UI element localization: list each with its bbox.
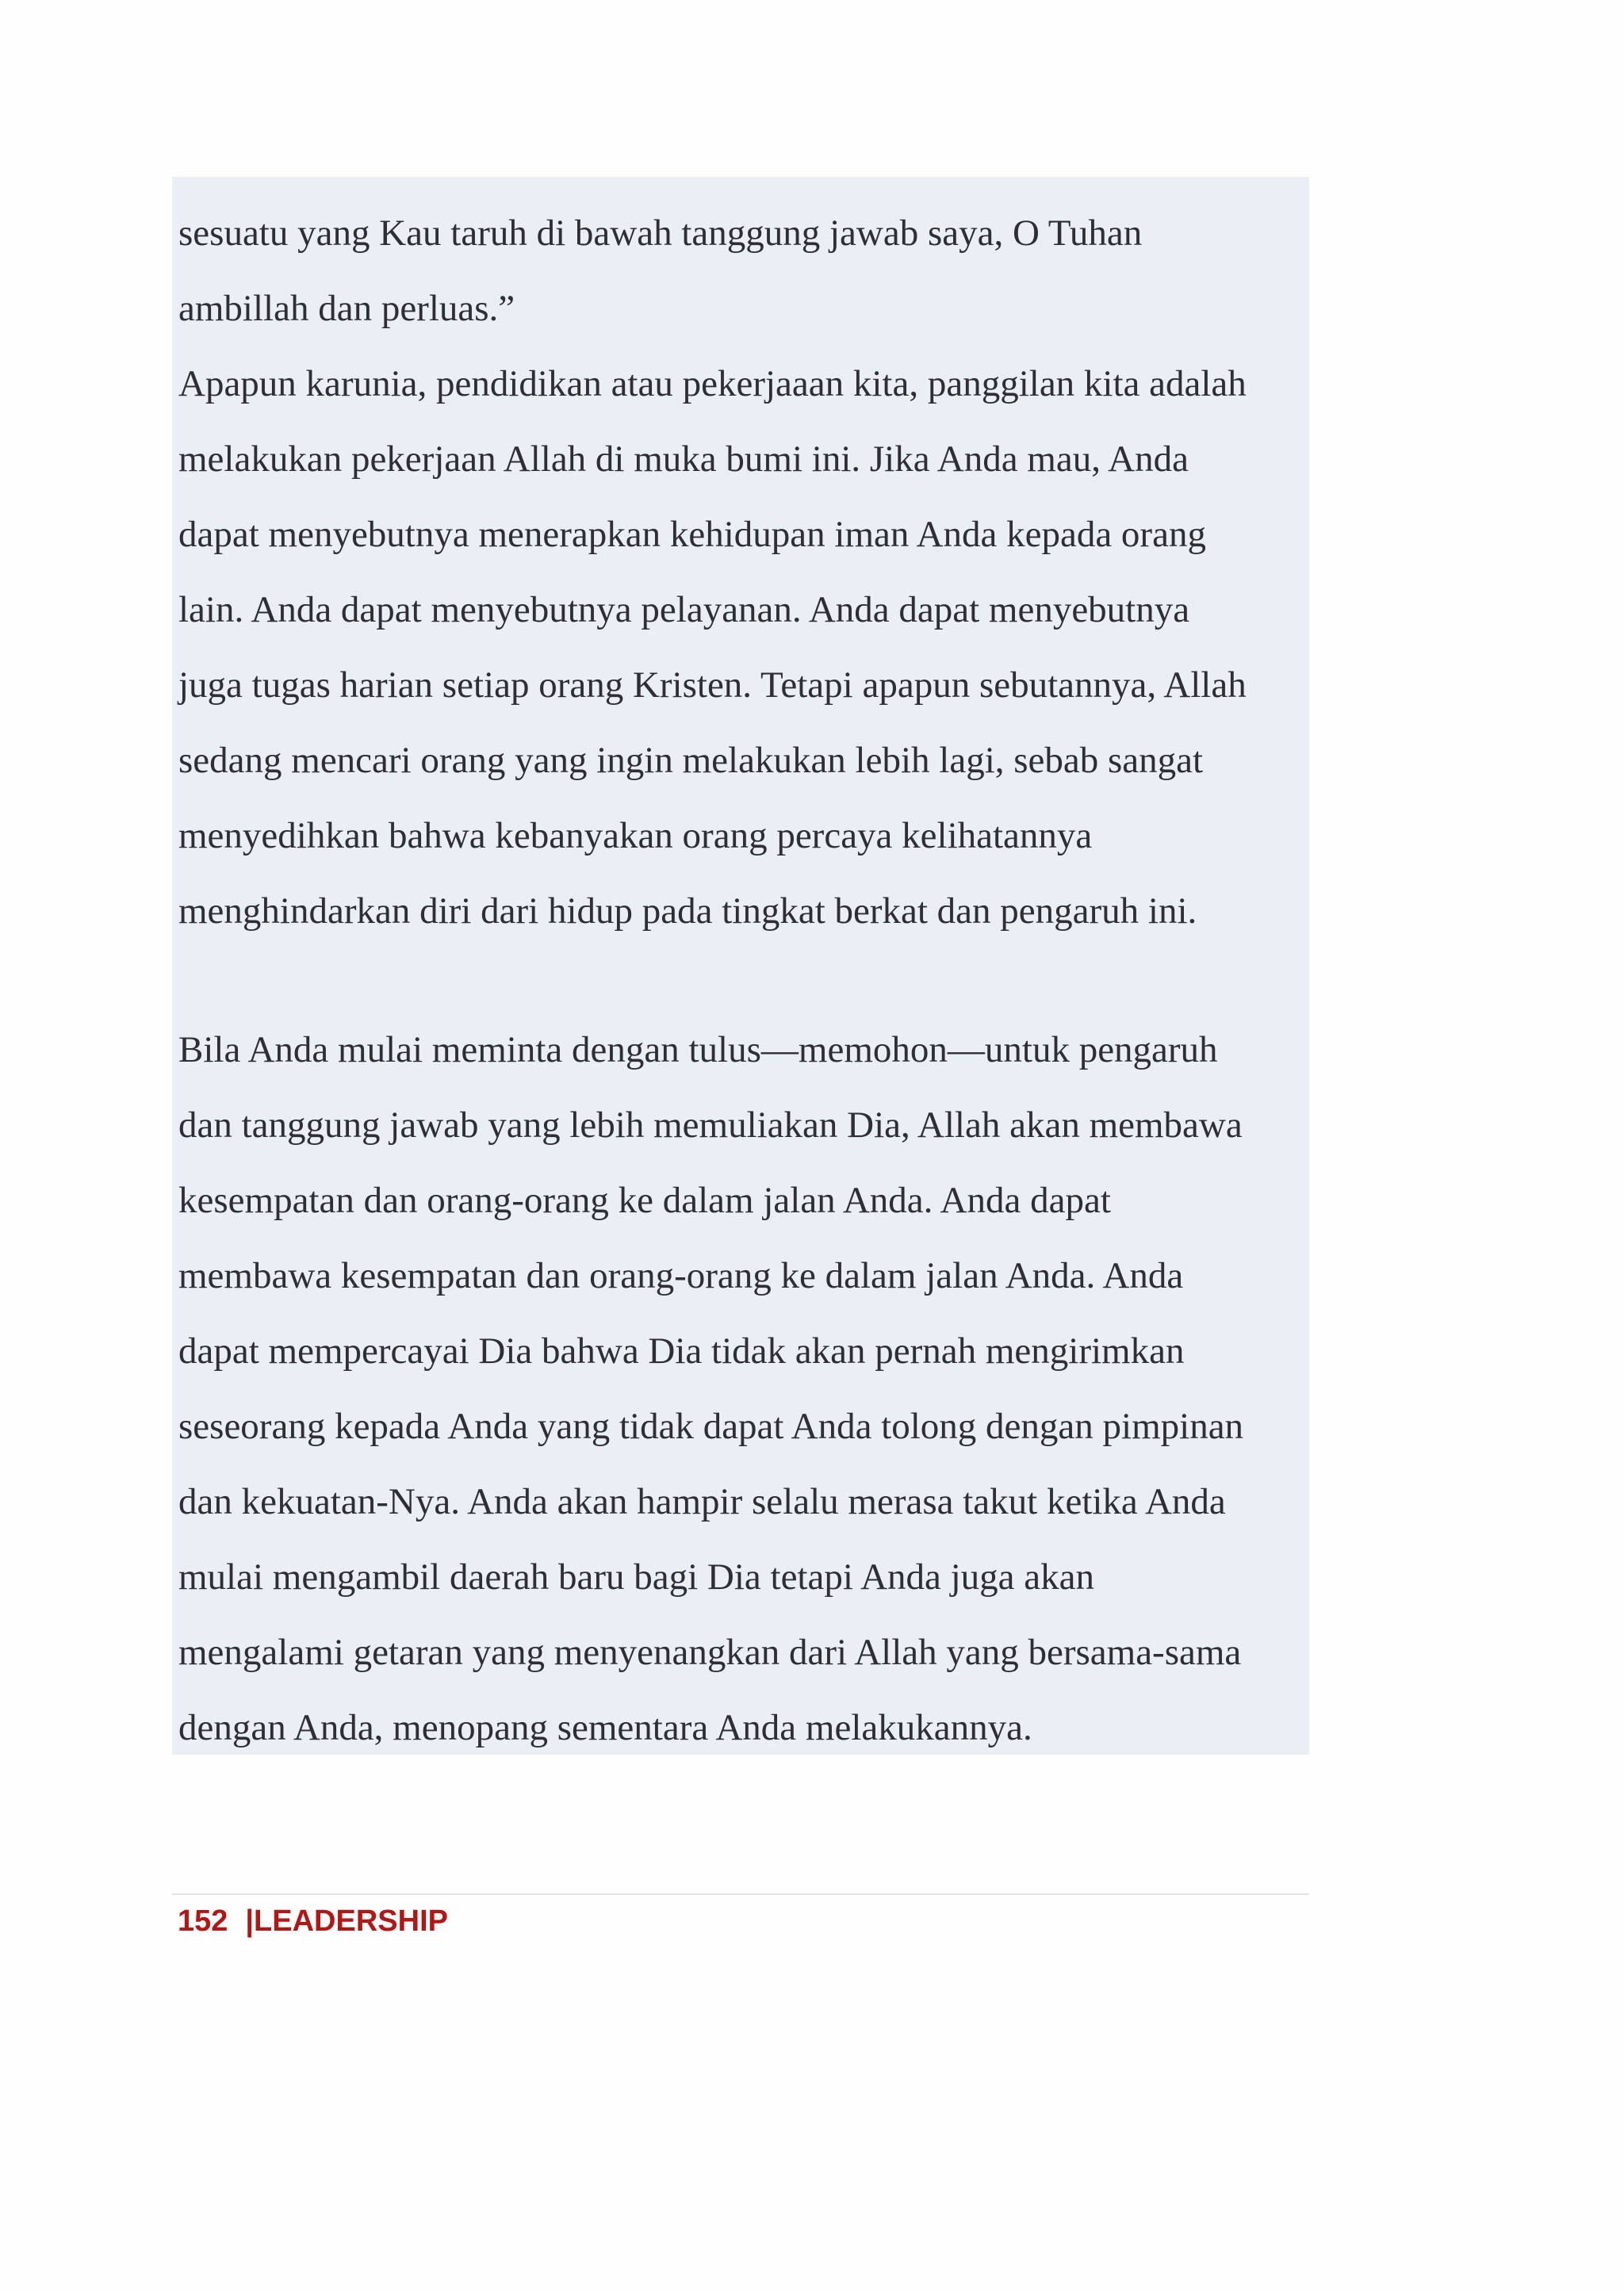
text-line: membawa kesempatan dan orang-orang ke dalam jalan Anda. Anda [178, 1255, 1184, 1296]
book-title: LEADERSHIP [254, 1904, 448, 1938]
text-line: sedang mencari orang yang ingin melakukan lebih lagi, sebab sangat [178, 740, 1204, 781]
text-line: kesempatan dan orang-orang ke dalam jalan Anda. Anda dapat [178, 1180, 1111, 1221]
text-line: dapat mempercayai Dia bahwa Dia tidak akan pernah mengirimkan [178, 1330, 1185, 1372]
text-line: dapat menyebutnya menerapkan kehidupan iman Anda kepada orang [178, 514, 1206, 555]
text-line: seseorang kepada Anda yang tidak dapat Anda tolong dengan pimpinan [178, 1406, 1244, 1447]
text-line: dan tanggung jawab yang lebih memuliakan Dia, Allah akan membawa [178, 1104, 1243, 1146]
text-line: dengan Anda, menopang sementara Anda melakukannya. [178, 1707, 1032, 1748]
page-number: 152 [178, 1904, 228, 1938]
text-line: dan kekuatan-Nya. Anda akan hampir selalu merasa takut ketika Anda [178, 1481, 1226, 1522]
text-line: juga tugas harian setiap orang Kristen. Tetapi apapun sebutannya, Allah [178, 664, 1247, 706]
text-line: sesuatu yang Kau taruh di bawah tanggung jawab saya, O Tuhan [178, 212, 1143, 254]
text-line: melakukan pekerjaan Allah di muka bumi ini. Jika Anda mau, Anda [178, 438, 1189, 480]
text-line: Bila Anda mulai meminta dengan tulus—memohon—untuk pengaruh [178, 1029, 1218, 1070]
footer-divider [172, 1893, 1309, 1895]
text-line: menyedihkan bahwa kebanyakan orang percaya kelihatannya [178, 815, 1093, 856]
highlighted-text-block [172, 177, 1309, 1755]
text-line: mengalami getaran yang menyenangkan dari Allah yang bersama-sama [178, 1632, 1242, 1673]
text-line: Apapun karunia, pendidikan atau pekerjaaan kita, panggilan kita adalah [178, 363, 1247, 404]
footer-separator: | [245, 1904, 255, 1938]
text-line: menghindarkan diri dari hidup pada tingkat berkat dan pengaruh ini. [178, 890, 1197, 932]
text-line: ambillah dan perluas.” [178, 288, 515, 329]
page-footer [178, 1901, 448, 1941]
text-line: lain. Anda dapat menyebutnya pelayanan. Anda dapat menyebutnya [178, 589, 1190, 630]
text-line: mulai mengambil daerah baru bagi Dia tetapi Anda juga akan [178, 1556, 1095, 1598]
